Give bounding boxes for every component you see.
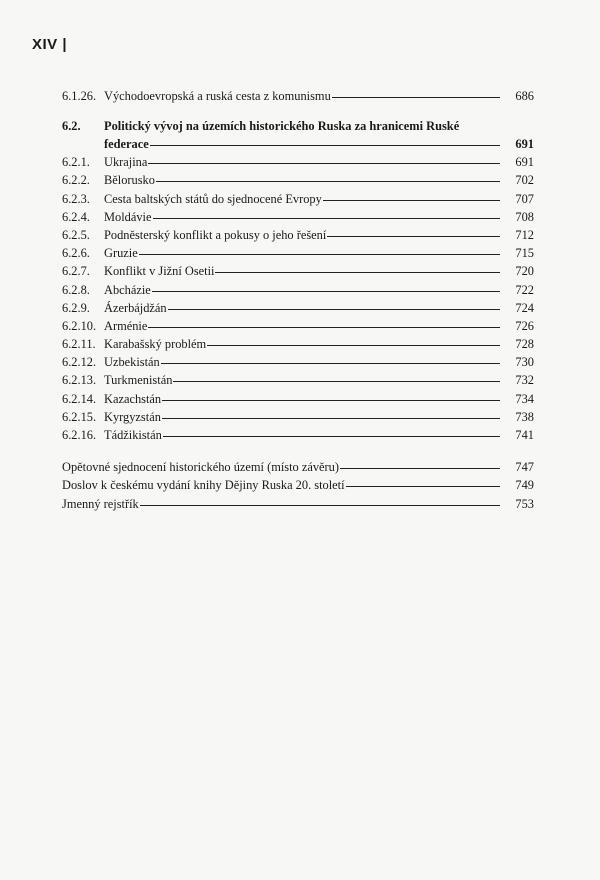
entry-page: 747 <box>515 460 534 475</box>
toc-section-heading <box>62 117 534 153</box>
entry-title: Podněsterský konflikt a pokusy o jeho řešení <box>104 227 327 242</box>
closing-entries <box>62 458 534 513</box>
toc-entry <box>62 262 534 280</box>
entry-title: Doslov k českému vydání knihy Dějiny Ruska 20. století <box>62 478 345 493</box>
entry-number: 6.2.7. <box>62 264 90 279</box>
toc-entry <box>62 87 534 105</box>
entry-page: 738 <box>515 409 534 424</box>
leader-line <box>346 486 500 487</box>
entry-title: Tádžikistán <box>104 428 162 442</box>
leader-line <box>140 505 500 506</box>
leader-line <box>148 163 500 164</box>
toc-entry <box>62 208 534 226</box>
entry-title: Karabašský problém <box>104 337 207 352</box>
toc-entry <box>62 335 534 353</box>
entry-page: 753 <box>515 496 534 511</box>
section-items <box>62 153 534 444</box>
toc-entry <box>62 244 534 262</box>
toc-entry <box>62 317 534 335</box>
leader-line <box>168 309 500 310</box>
entry-page: 749 <box>515 478 534 493</box>
entry-number: 6.2.4. <box>62 209 90 224</box>
entry-page: 702 <box>515 173 534 188</box>
entry-number: 6.2.1. <box>62 155 90 170</box>
entry-page: 691 <box>515 155 534 170</box>
section-title-line1: Politický vývoj na územích historického Ruska za hranicemi Ruské <box>104 119 460 134</box>
leader-line <box>139 254 500 255</box>
leader-line <box>163 436 500 437</box>
section-page: 691 <box>515 137 534 152</box>
entry-title: Opětovné sjednocení historického území (místo závěru) <box>62 460 339 475</box>
leader-line <box>156 181 500 182</box>
entry-number: 6.2.10. <box>62 318 97 333</box>
entry-page: 686 <box>515 89 534 103</box>
leader-line <box>148 327 500 328</box>
leader-line <box>153 218 501 219</box>
entry-page: 741 <box>515 428 534 442</box>
entry-page: 724 <box>515 300 534 315</box>
leader-line <box>162 400 500 401</box>
entry-number: 6.2.9. <box>62 300 90 315</box>
toc-entry <box>62 390 534 408</box>
entry-number: 6.2.8. <box>62 282 90 297</box>
leader-line <box>150 145 500 146</box>
leader-line <box>161 363 500 364</box>
entry-title: Moldávie <box>104 209 152 224</box>
toc-entry <box>62 495 534 513</box>
toc-entry <box>62 171 534 189</box>
toc-entry <box>62 476 534 494</box>
toc-entry <box>62 371 534 389</box>
entry-number: 6.2.12. <box>62 355 97 370</box>
entry-number: 6.2.15. <box>62 409 97 424</box>
entry-number: 6.2.14. <box>62 391 97 406</box>
toc-entry <box>62 353 534 371</box>
entry-title: Kazachstán <box>104 391 162 406</box>
entry-number: 6.2.13. <box>62 373 97 388</box>
entry-title: Cesta baltských států do sjednocené Evropy <box>104 191 322 206</box>
entry-number: 6.2.16. <box>62 428 97 442</box>
toc-entry <box>62 408 534 426</box>
toc-entry <box>62 190 534 208</box>
toc-entry <box>62 426 534 444</box>
entry-page: 708 <box>515 209 534 224</box>
entry-title: Abcházie <box>104 282 151 297</box>
leader-line <box>162 418 500 419</box>
toc-entry <box>62 281 534 299</box>
leader-line <box>215 272 500 273</box>
leader-line <box>207 345 500 346</box>
entry-number: 6.2.5. <box>62 227 90 242</box>
toc-entry <box>62 153 534 171</box>
toc-entry <box>62 458 534 476</box>
entry-number: 6.1.26. <box>62 89 97 103</box>
entry-title: Turkmenistán <box>104 373 173 388</box>
section-title-line2: federace <box>104 137 149 152</box>
entry-number: 6.2.2. <box>62 173 90 188</box>
entry-page: 707 <box>515 191 534 206</box>
entry-page: 720 <box>515 264 534 279</box>
entry-page: 734 <box>515 391 534 406</box>
leader-line <box>327 236 500 237</box>
page-number: XIV | <box>32 36 68 53</box>
entry-title: Gruzie <box>104 246 138 261</box>
leader-line <box>152 291 500 292</box>
entry-title: Ázerbájdžán <box>104 300 167 315</box>
entry-page: 732 <box>515 373 534 388</box>
entry-title: Kyrgyzstán <box>104 409 161 424</box>
leader-line <box>332 97 500 98</box>
entry-title: Východoevropská a ruská cesta z komunismu <box>104 89 331 103</box>
entry-page: 712 <box>515 227 534 242</box>
entry-title: Konflikt v Jižní Osetii <box>104 264 215 279</box>
entry-page: 726 <box>515 318 534 333</box>
toc-entry <box>62 299 534 317</box>
entry-page: 730 <box>515 355 534 370</box>
entry-page: 715 <box>515 246 534 261</box>
entry-number: 6.2.6. <box>62 246 90 261</box>
toc-entry <box>62 226 534 244</box>
entry-page: 722 <box>515 282 534 297</box>
entry-title: Uzbekistán <box>104 355 160 370</box>
entry-title: Bělorusko <box>104 173 155 188</box>
entry-number: 6.2.3. <box>62 191 90 206</box>
leader-line <box>340 468 500 469</box>
leader-line <box>323 200 500 201</box>
entry-title: Jmenný rejstřík <box>62 496 139 511</box>
entry-number: 6.2.11. <box>62 337 96 352</box>
leader-line <box>173 381 500 382</box>
table-of-contents <box>62 87 534 513</box>
entry-page: 728 <box>515 337 534 352</box>
entry-title: Ukrajina <box>104 155 148 170</box>
entry-title: Arménie <box>104 318 148 333</box>
section-number: 6.2. <box>62 119 81 134</box>
